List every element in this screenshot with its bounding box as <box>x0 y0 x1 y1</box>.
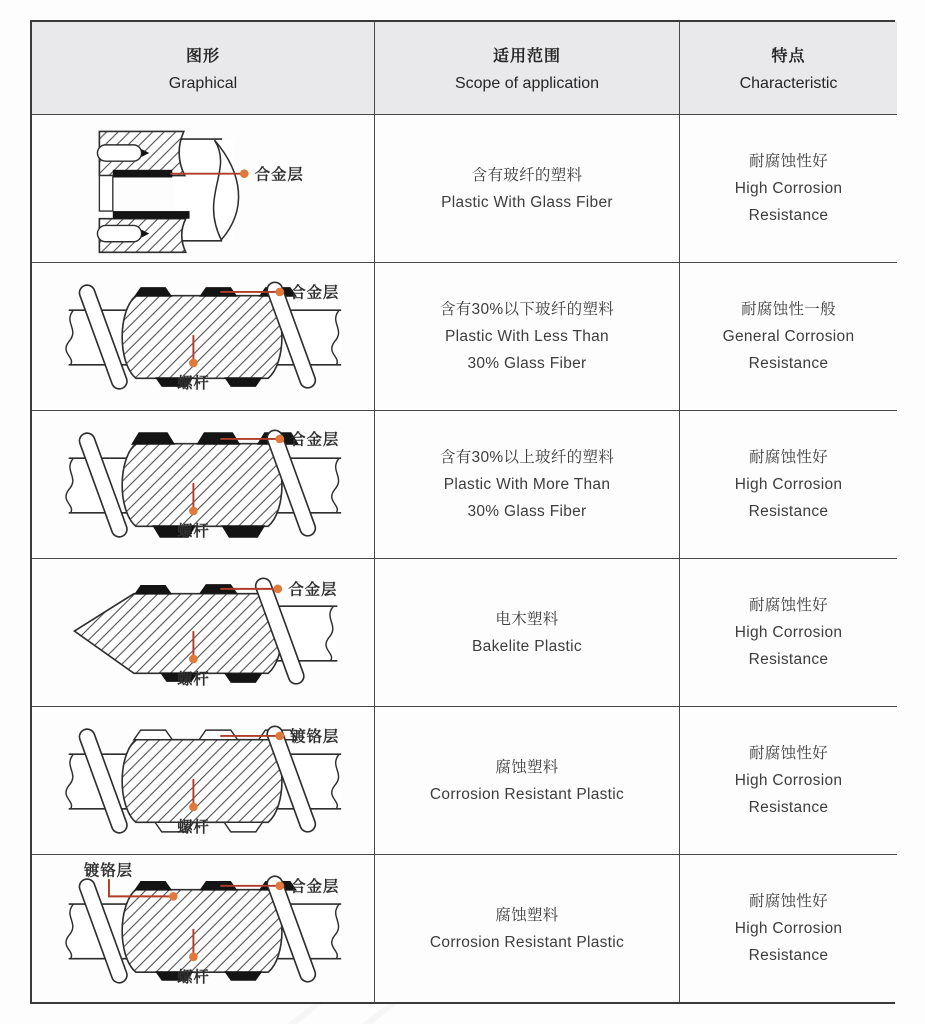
screw-root <box>122 739 282 822</box>
flight-land <box>199 730 237 740</box>
chrome-layer-label: 镀铬层 <box>290 728 340 746</box>
alloy-layer-label: 合金层 <box>290 431 340 449</box>
characteristic-line: High Corrosion <box>734 772 843 789</box>
characteristic-cell <box>679 114 897 262</box>
screw-leader-dot <box>189 654 198 663</box>
alloy-patch <box>134 287 172 297</box>
alloy-patch <box>134 585 172 595</box>
screw-drawing <box>35 266 371 408</box>
scope-cell <box>374 410 679 558</box>
graphic-screw-pointed <box>32 558 374 706</box>
screw-comparison-table <box>30 20 895 1004</box>
scope-line: 30% Glass Fiber <box>467 503 587 520</box>
characteristic-line: High Corrosion <box>734 624 843 641</box>
screw-drawing <box>35 414 371 556</box>
characteristic-line: 耐腐蚀性一般 <box>741 301 836 318</box>
screw-drawing <box>35 710 371 852</box>
graphic-screw-chrome <box>32 706 374 854</box>
scope-line: Bakelite Plastic <box>472 637 582 655</box>
screw-leader-dot <box>189 358 198 367</box>
scope-line: 电木塑料 <box>495 610 559 628</box>
characteristic-line: High Corrosion <box>734 476 843 493</box>
header-characteristic-zh: 特点 <box>771 48 806 65</box>
characteristic-line: 耐腐蚀性好 <box>748 893 828 910</box>
alloy-layer-label: 合金层 <box>290 284 340 302</box>
header-scope-zh: 适用范围 <box>492 48 561 65</box>
scope-line: 含有玻纤的塑料 <box>471 166 583 184</box>
chrome-leader-dot <box>275 731 284 740</box>
scope-line: Plastic With Less Than <box>445 328 609 345</box>
screw-drawing <box>35 858 371 1000</box>
characteristic-line: Resistance <box>748 503 829 520</box>
header-graphical-zh: 图形 <box>185 48 220 65</box>
bolt-slot-bottom <box>97 225 141 241</box>
alloy-liner-bottom <box>113 211 190 219</box>
characteristic-line: 耐腐蚀性好 <box>748 153 828 170</box>
scope-line: Plastic With Glass Fiber <box>441 193 613 211</box>
alloy-patch <box>224 673 262 683</box>
screw-label: 螺杆 <box>177 818 210 836</box>
graphic-screw-chrome-alloy <box>32 854 374 1002</box>
scope-cell <box>374 558 679 706</box>
alloy-layer-label: 合金层 <box>288 581 338 599</box>
header-characteristic <box>679 22 897 114</box>
screw-drawing <box>35 562 371 704</box>
characteristic-cell <box>679 410 897 558</box>
screw-leader-dot <box>189 952 198 961</box>
scope-cell <box>374 114 679 262</box>
screw-label: 螺杆 <box>177 968 210 986</box>
chrome-layer-label: 镀铬层 <box>84 861 133 879</box>
flight-land <box>134 730 172 740</box>
alloy-layer-label: 合金层 <box>254 165 304 183</box>
scope-line: 含有30%以上玻纤的塑料 <box>439 449 615 466</box>
screw-leader-dot <box>189 802 198 811</box>
characteristic-line: 耐腐蚀性好 <box>748 449 828 466</box>
characteristic-line: Resistance <box>748 207 829 224</box>
screw-label: 螺杆 <box>177 522 210 540</box>
header-graphical-en: Graphical <box>168 75 238 92</box>
characteristic-line: General Corrosion <box>722 328 855 345</box>
characteristic-line: 耐腐蚀性好 <box>748 597 828 614</box>
characteristic-cell <box>679 854 897 1002</box>
header-characteristic-en: Characteristic <box>739 75 838 92</box>
barrel-drawing <box>35 118 371 260</box>
screw-leader-dot <box>189 506 198 515</box>
scope-line: 腐蚀塑料 <box>495 758 559 776</box>
characteristic-cell <box>679 558 897 706</box>
characteristic-cell <box>679 706 897 854</box>
scope-line: 含有30%以下玻纤的塑料 <box>439 301 615 318</box>
alloy-leader-dot <box>275 434 284 443</box>
chrome-leader-dot <box>169 892 178 901</box>
characteristic-line: High Corrosion <box>734 180 843 197</box>
characteristic-line: Resistance <box>748 799 829 816</box>
alloy-patch <box>134 881 172 891</box>
header-scope <box>374 22 679 114</box>
screw-root <box>122 443 282 526</box>
scope-line: 腐蚀塑料 <box>495 906 559 924</box>
scope-cell <box>374 262 679 410</box>
screw-label: 螺杆 <box>177 670 210 688</box>
alloy-leader-dot <box>240 169 249 178</box>
scope-line: Corrosion Resistant Plastic <box>429 785 625 803</box>
characteristic-line: 耐腐蚀性好 <box>748 745 828 762</box>
alloy-leader-dot <box>275 287 284 296</box>
scope-line: 30% Glass Fiber <box>467 355 587 372</box>
flight-land <box>224 822 262 832</box>
bolt-slot-top <box>97 144 141 160</box>
graphic-screw-alloy-thick <box>32 410 374 558</box>
screw-label: 螺杆 <box>177 374 210 392</box>
header-scope-en: Scope of application <box>454 75 600 92</box>
alloy-liner-top <box>113 169 172 177</box>
scope-line: Corrosion Resistant Plastic <box>429 933 625 951</box>
alloy-leader-dot <box>274 584 283 593</box>
alloy-patch <box>224 377 262 387</box>
screw-root-pointed <box>74 593 281 673</box>
screw-root <box>122 889 282 972</box>
characteristic-line: High Corrosion <box>734 920 843 937</box>
screw-root <box>122 295 282 378</box>
alloy-leader-dot <box>275 881 284 890</box>
thick-alloy-patch <box>131 432 175 444</box>
graphic-barrel-cross-section <box>32 114 374 262</box>
scope-line: Plastic With More Than <box>443 476 611 493</box>
flange-face <box>99 175 112 211</box>
header-graphical <box>32 22 374 114</box>
scope-cell <box>374 854 679 1002</box>
characteristic-line: Resistance <box>748 651 829 668</box>
characteristic-cell <box>679 262 897 410</box>
alloy-patch <box>224 971 262 981</box>
scope-cell <box>374 706 679 854</box>
characteristic-line: Resistance <box>748 355 829 372</box>
characteristic-line: Resistance <box>748 947 829 964</box>
thick-alloy-patch <box>221 525 265 537</box>
graphic-screw-alloy <box>32 262 374 410</box>
alloy-layer-label: 合金层 <box>290 878 340 896</box>
